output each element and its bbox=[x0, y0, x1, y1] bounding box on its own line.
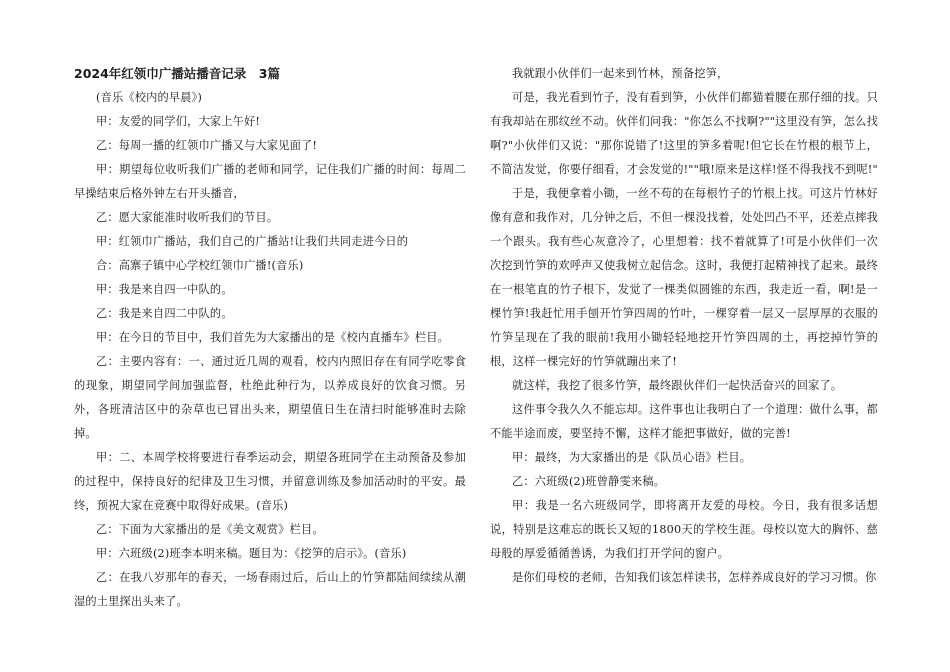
paragraph: 甲：我是一名六班级同学，即将离开友爱的母校。今日，我有很多话想说，特别是这难忘的既长又短的1800天的学校生涯。母校以宽大的胸怀、慈母般的厚爱循循善诱，为我们打开学问的窗户。 bbox=[490, 499, 878, 560]
paragraph: 我就跟小伙伴们一起来到竹林，预备挖笋， bbox=[512, 67, 729, 80]
paragraph: 乙：每周一播的红领巾广播又与大家见面了! bbox=[96, 139, 318, 152]
paragraph: 甲：在今日的节目中，我们首先为大家播出的是《校内直播车》栏目。 bbox=[96, 331, 450, 344]
paragraph: 可是，我光看到竹子，没有看到笋，小伙伴们都猫着腰在那仔细的找。只有我却站在那纹丝不动。伙伴们问我："你怎么不找啊?""这里没有笋，怎么找啊?"小伙伴们又说："那你说错了!这里的笋多着呢!但它长在竹根的根节上，不简洁发觉，你要仔细看，才会发觉的!""哦!原来是这样!怪不得我找不到呢!" bbox=[490, 91, 878, 176]
document-title: 2024年红领巾广播站播音记录 3篇 bbox=[74, 66, 280, 81]
left-column bbox=[74, 62, 466, 614]
right-column-body bbox=[490, 62, 878, 590]
paragraph: 甲：二、本周学校将要进行春季运动会，期望各班同学在主动预备及参加的过程中，保持良好的纪律及卫生习惯，并留意训练及参加活动时的平安。最终，预祝大家在竞赛中取得好成果。(音乐) bbox=[74, 451, 466, 512]
paragraph: 合：高寨子镇中心学校红领巾广播!(音乐) bbox=[96, 259, 304, 272]
paragraph: 甲：期望每位收听我们广播的老师和同学，记住我们广播的时间：每周二早操结束后格外钟左右开头播音， bbox=[74, 163, 466, 200]
paragraph: 乙：愿大家能准时收听我们的节目。 bbox=[96, 211, 279, 224]
paragraph: 就这样，我挖了很多竹笋，最终跟伙伴们一起快活奋兴的回家了。 bbox=[512, 379, 843, 392]
paragraph: 甲：六班级(2)班李本明来稿。题目为：《挖笋的启示》。(音乐) bbox=[96, 547, 407, 560]
paragraph: 乙：主要内容有：一、通过近几周的观看，校内内照旧存在有同学吃零食的现象，期望同学间加强监督，杜绝此种行为，以养成良好的饮食习惯。另外，各班清洁区中的杂草也已冒出头来，期望值日生在清扫时能够准时去除掉。 bbox=[74, 355, 466, 440]
paragraph: 于是，我便拿着小锄，一丝不苟的在每根竹子的竹根上找。可这片竹林好像有意和我作对，几分钟之后，不但一棵没找着，处处凹凸不平，还差点摔我一个跟头。我有些心灰意冷了，心里想着：找不着就算了!可是小伙伴们一次次挖到竹笋的欢呼声又使我树立起信念。这时，我便打起精神找了起来。最终在一根笔直的竹子根下，发觉了一棵类似圆锥的东西，我走近一看，啊!是一棵竹笋!我赶忙用手刨开竹笋四周的竹叶，一棵穿着一层又一层厚厚的衣服的竹笋呈现在了我的眼前!我用小锄轻轻地挖开竹笋四周的土，再挖掉竹笋的根，这样一棵完好的竹笋就蹦出来了! bbox=[490, 187, 878, 368]
paragraph: 乙：下面为大家播出的是《美文观赏》栏目。 bbox=[96, 523, 324, 536]
paragraph: 乙：六班级(2)班曾静雯来稿。 bbox=[512, 475, 666, 488]
paragraph: 甲：红领巾广播站，我们自己的广播站!让我们共同走进今日的 bbox=[96, 235, 409, 248]
paragraph: (音乐《校内的早晨》) bbox=[96, 91, 203, 104]
paragraph: 是你们母校的老师，告知我们该怎样读书，怎样养成良好的学习习惯。你 bbox=[512, 571, 877, 584]
paragraph: 这件事令我久久不能忘却。这件事也让我明白了一个道理：做什么事，都不能半途而废，要坚持不懈，这样才能把事做好，做的完善! bbox=[490, 403, 878, 440]
paragraph: 甲：最终，为大家播出的是《队员心语》栏目。 bbox=[512, 451, 752, 464]
right-column bbox=[490, 62, 878, 590]
paragraph: 乙：在我八岁那年的春天，一场春雨过后，后山上的竹笋都陆间续续从潮湿的土里探出头来了。 bbox=[74, 571, 466, 608]
paragraph: 甲：友爱的同学们，大家上午好! bbox=[96, 115, 261, 128]
paragraph: 乙：我是来自四二中队的。 bbox=[96, 307, 233, 320]
left-column-body bbox=[74, 86, 466, 614]
paragraph: 甲：我是来自四一中队的。 bbox=[96, 283, 233, 296]
